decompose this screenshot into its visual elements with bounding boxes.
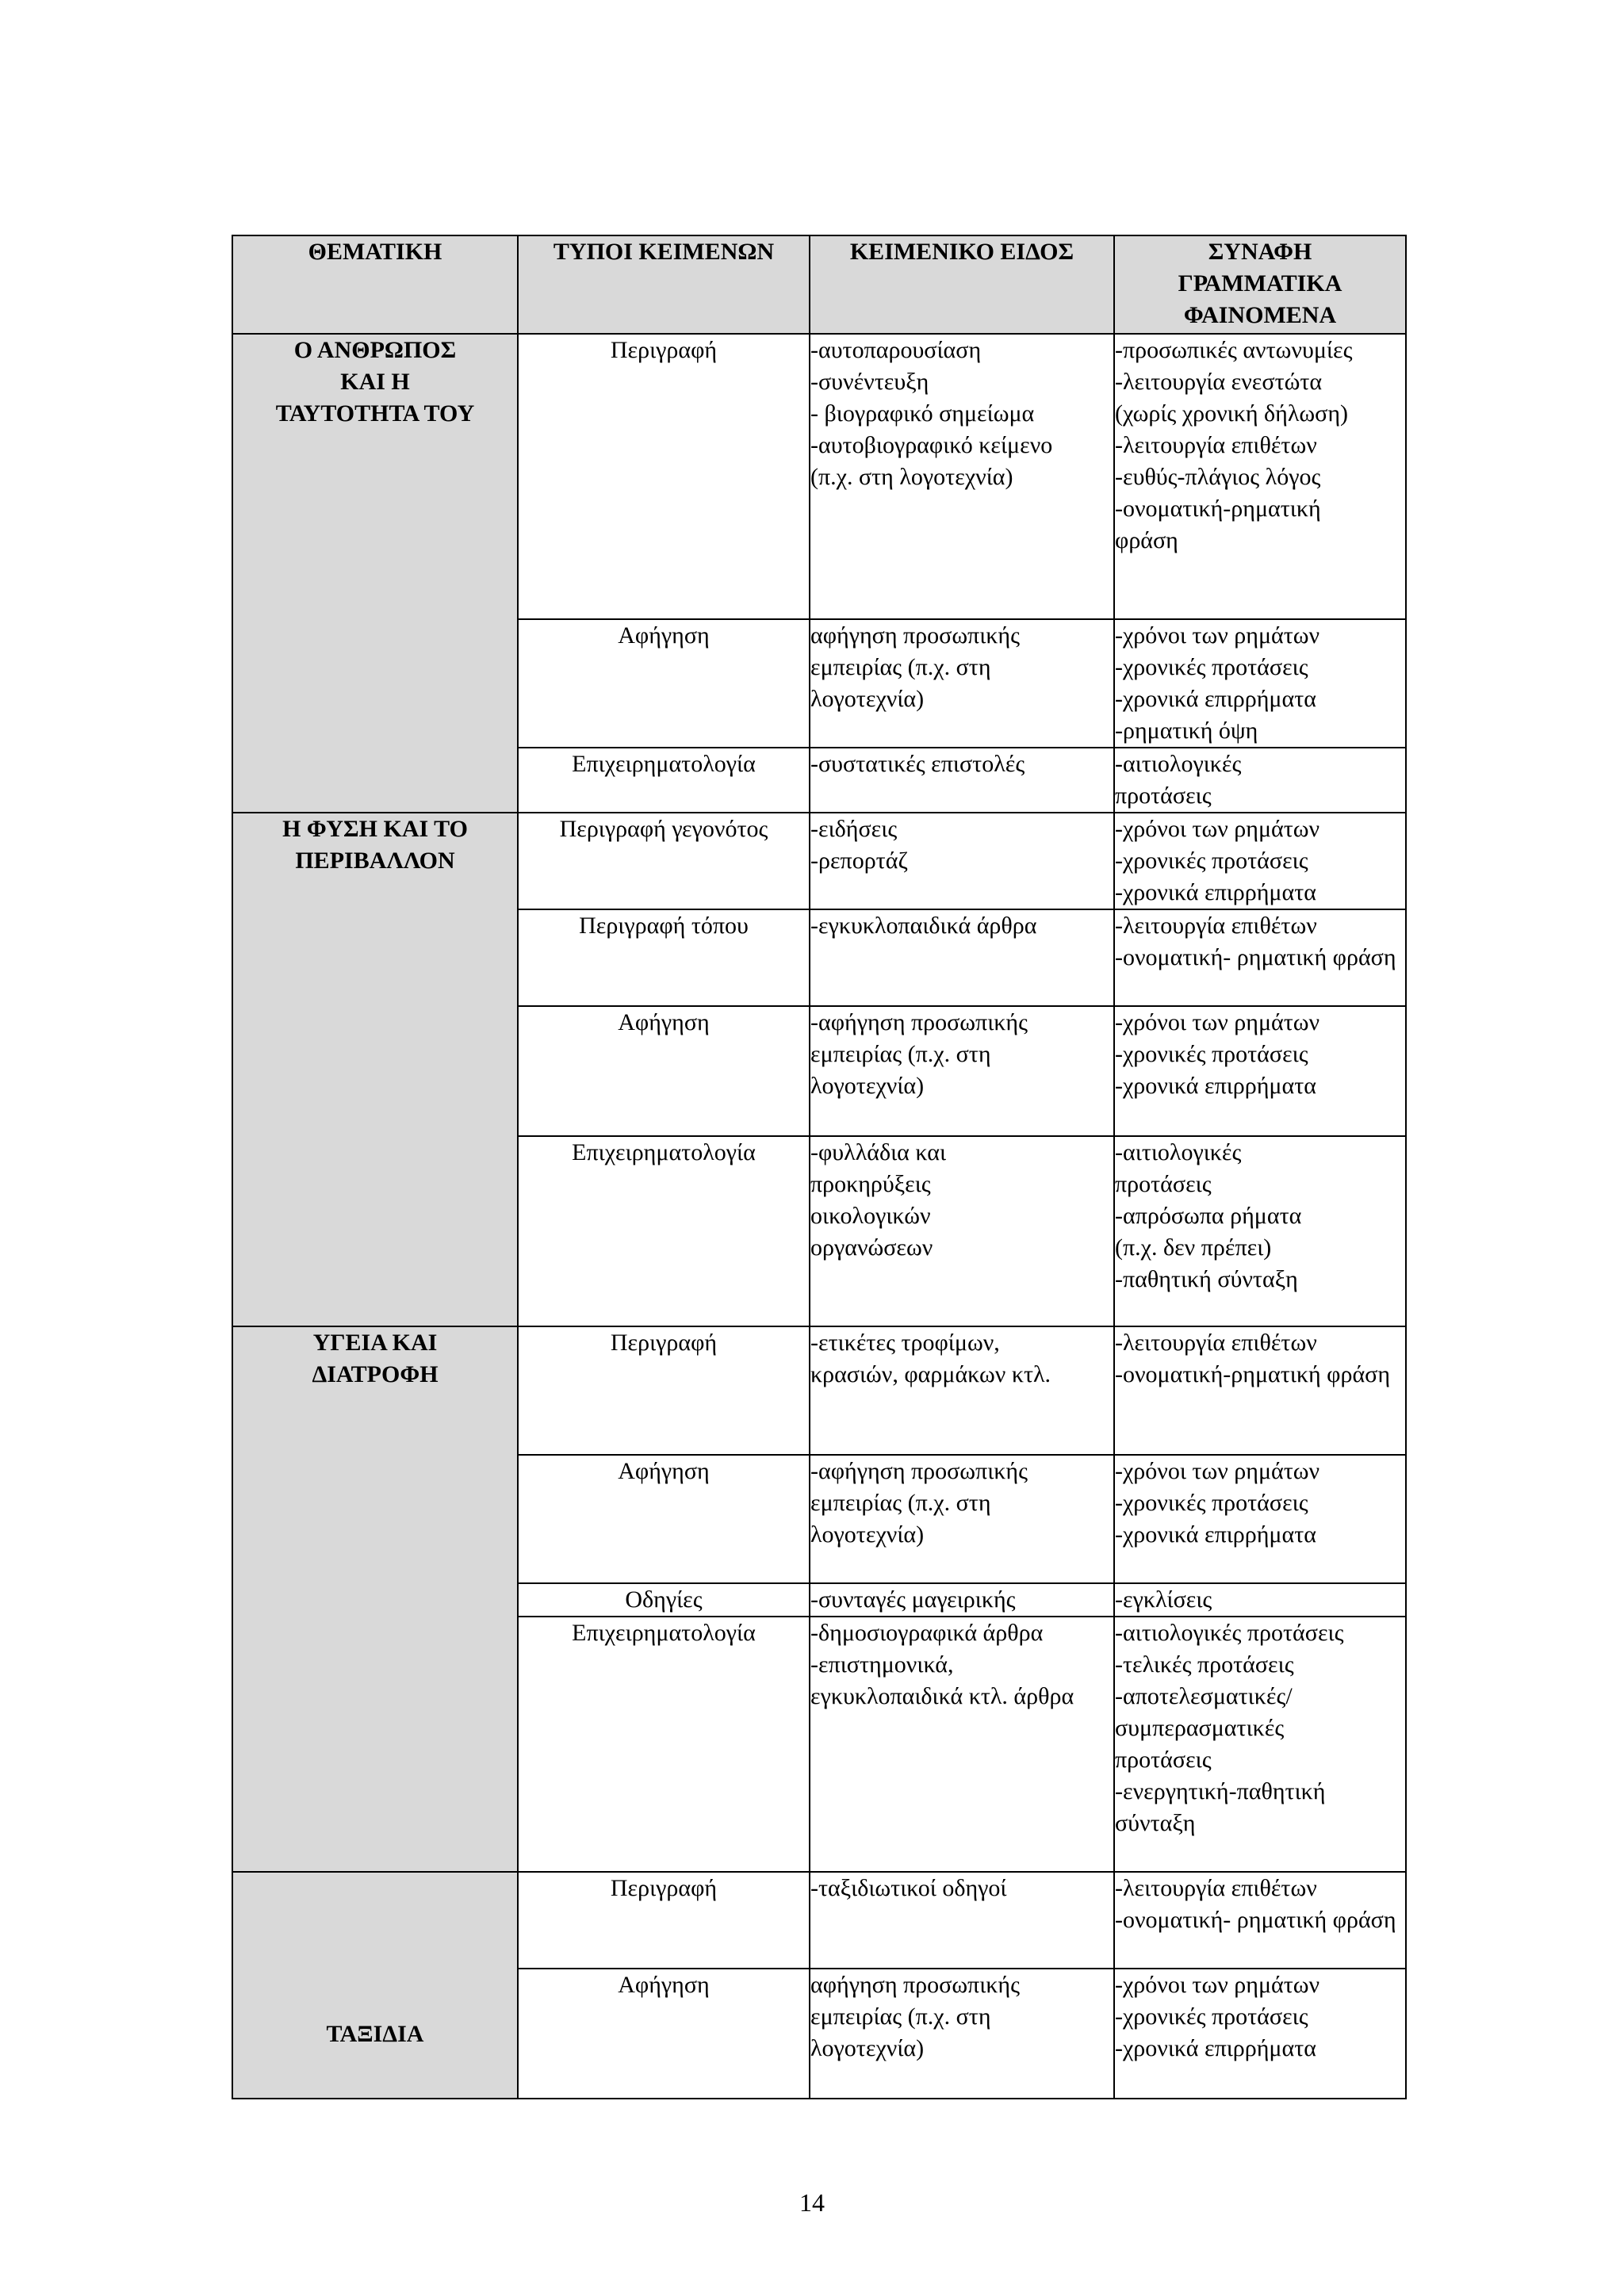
genre-cell: -συστατικές επιστολές — [810, 748, 1114, 813]
genre-cell: -ετικέτες τροφίμων, κρασιών, φαρμάκων κτλ. — [810, 1326, 1114, 1455]
phenomena-cell: -αιτιολογικές προτάσεις -απρόσωπα ρήματα (π.χ. δεν πρέπει) -παθητική σύνταξη — [1114, 1136, 1406, 1326]
phenomena-cell: -χρόνοι των ρημάτων -χρονικές προτάσεις -χρονικά επιρρήματα — [1114, 1969, 1406, 2099]
header-grammar-phenomena: ΣΥΝΑΦΗ ΓΡΑΜΜΑΤΙΚΑ ΦΑΙΝΟΜΕΝΑ — [1114, 235, 1406, 334]
text-type-cell: Περιγραφή — [518, 1872, 810, 1969]
phenomena-cell: -αιτιολογικές προτάσεις — [1114, 748, 1406, 813]
header-row — [232, 235, 1406, 334]
phenomena-cell: -χρόνοι των ρημάτων -χρονικές προτάσεις -χρονικά επιρρήματα — [1114, 813, 1406, 909]
table-row — [232, 813, 1406, 909]
theme-cell: ΥΓΕΙΑ ΚΑΙ ΔΙΑΤΡΟΦΗ — [232, 1326, 518, 1872]
genre-cell: -αφήγηση προσωπικής εμπειρίας (π.χ. στη λογοτεχνία) — [810, 1455, 1114, 1583]
text-type-cell: Επιχειρηματολογία — [518, 1136, 810, 1326]
phenomena-cell: -λειτουργία επιθέτων -ονοματική- ρηματική φράση — [1114, 1872, 1406, 1969]
text-type-cell: Επιχειρηματολογία — [518, 1617, 810, 1872]
header-text-genre: ΚΕΙΜΕΝΙΚΟ ΕΙΔΟΣ — [810, 235, 1114, 334]
text-type-cell: Περιγραφή τόπου — [518, 909, 810, 1006]
phenomena-cell: -προσωπικές αντωνυμίες -λειτουργία ενεστώτα (χωρίς χρονική δήλωση) -λειτουργία επιθέτων -ευθύς-πλάγιος λόγος -ονοματική-ρηματική φράση — [1114, 334, 1406, 619]
theme-cell: ΤΑΞΙΔΙΑ — [232, 1872, 518, 2099]
text-type-cell: Περιγραφή γεγονότος — [518, 813, 810, 909]
text-type-cell: Περιγραφή — [518, 334, 810, 619]
genre-cell: -δημοσιογραφικά άρθρα -επιστημονικά, εγκυκλοπαιδικά κτλ. άρθρα — [810, 1617, 1114, 1872]
text-type-cell: Αφήγηση — [518, 1969, 810, 2099]
table-row — [232, 334, 1406, 619]
phenomena-cell: -αιτιολογικές προτάσεις -τελικές προτάσεις -αποτελεσματικές/ συμπερασματικές προτάσεις -ενεργητική-παθητική σύνταξη — [1114, 1617, 1406, 1872]
genre-cell: -ταξιδιωτικοί οδηγοί — [810, 1872, 1114, 1969]
text-type-cell: Αφήγηση — [518, 1455, 810, 1583]
theme-cell: Ο ΑΝΘΡΩΠΟΣ ΚΑΙ Η ΤΑΥΤΟΤΗΤΑ ΤΟΥ — [232, 334, 518, 813]
genre-cell: -φυλλάδια και προκηρύξεις οικολογικών οργανώσεων — [810, 1136, 1114, 1326]
curriculum-table — [232, 235, 1407, 2099]
theme-cell: Η ΦΥΣΗ ΚΑΙ ΤΟ ΠΕΡΙΒΑΛΛΟΝ — [232, 813, 518, 1326]
genre-cell: -αυτοπαρουσίαση -συνέντευξη - βιογραφικό σημείωμα -αυτοβιογραφικό κείμενο (π.χ. στη λογοτεχνία) — [810, 334, 1114, 619]
genre-cell: -συνταγές μαγειρικής — [810, 1583, 1114, 1617]
table-row — [232, 1872, 1406, 1969]
page-number: 14 — [799, 2188, 825, 2217]
text-type-cell: Περιγραφή — [518, 1326, 810, 1455]
genre-cell: αφήγηση προσωπικής εμπειρίας (π.χ. στη λογοτεχνία) — [810, 619, 1114, 748]
header-text-types: ΤΥΠΟΙ ΚΕΙΜΕΝΩΝ — [518, 235, 810, 334]
table-row — [232, 1326, 1406, 1455]
phenomena-cell: -χρόνοι των ρημάτων -χρονικές προτάσεις -χρονικά επιρρήματα -ρηματική όψη — [1114, 619, 1406, 748]
genre-cell: -ειδήσεις -ρεπορτάζ — [810, 813, 1114, 909]
text-type-cell: Αφήγηση — [518, 1006, 810, 1136]
phenomena-cell: -χρόνοι των ρημάτων -χρονικές προτάσεις -χρονικά επιρρήματα — [1114, 1455, 1406, 1583]
genre-cell: -αφήγηση προσωπικής εμπειρίας (π.χ. στη λογοτεχνία) — [810, 1006, 1114, 1136]
genre-cell: αφήγηση προσωπικής εμπειρίας (π.χ. στη λογοτεχνία) — [810, 1969, 1114, 2099]
text-type-cell: Αφήγηση — [518, 619, 810, 748]
phenomena-cell: -λειτουργία επιθέτων -ονοματική-ρηματική φράση — [1114, 1326, 1406, 1455]
phenomena-cell: -χρόνοι των ρημάτων -χρονικές προτάσεις -χρονικά επιρρήματα — [1114, 1006, 1406, 1136]
text-type-cell: Επιχειρηματολογία — [518, 748, 810, 813]
header-thematic: ΘΕΜΑΤΙΚΗ — [232, 235, 518, 334]
phenomena-cell: -εγκλίσεις — [1114, 1583, 1406, 1617]
genre-cell: -εγκυκλοπαιδικά άρθρα — [810, 909, 1114, 1006]
phenomena-cell: -λειτουργία επιθέτων -ονοματική- ρηματική φράση — [1114, 909, 1406, 1006]
text-type-cell: Οδηγίες — [518, 1583, 810, 1617]
